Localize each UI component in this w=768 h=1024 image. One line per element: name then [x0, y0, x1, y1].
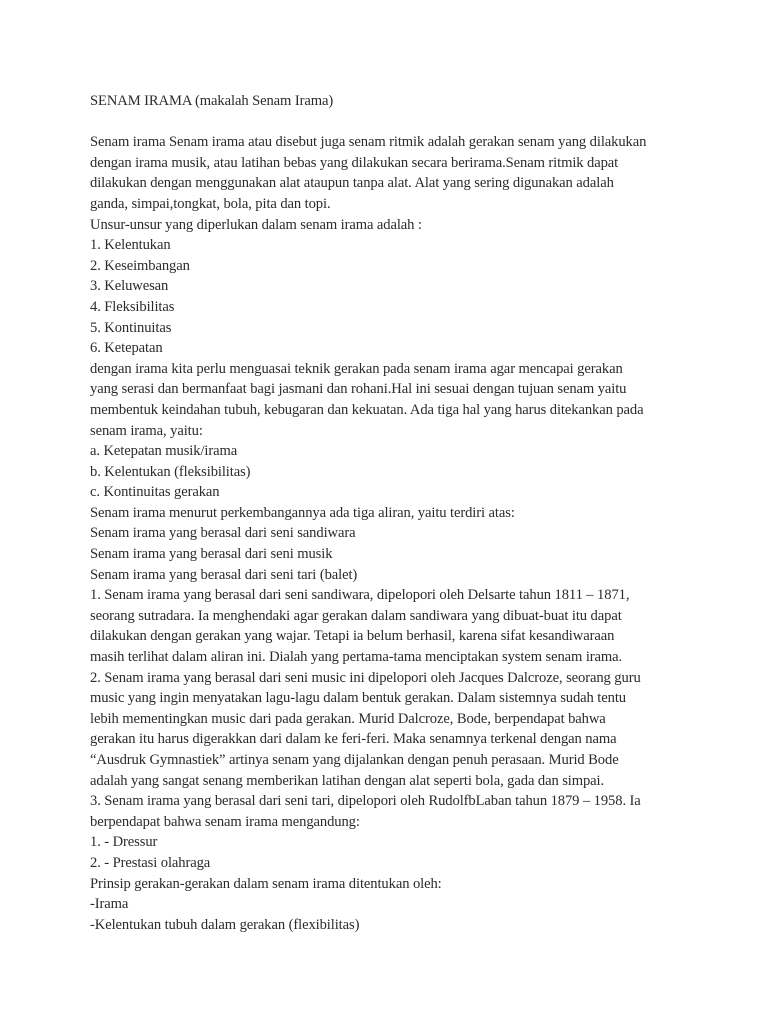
- text-line: ganda, simpai,tongkat, bola, pita dan topi.: [90, 195, 331, 212]
- text-line: adalah yang sangat senang memberikan latihan dengan alat seperti bola, gada dan simpai.: [90, 772, 605, 789]
- text-line: seorang sutradara. Ia menghendaki agar gerakan dalam sandiwara yang dibuat-buat itu dapat: [90, 607, 622, 624]
- list-item: -Kelentukan tubuh dalam gerakan (flexibilitas): [90, 916, 360, 933]
- text-line: 1. Senam irama yang berasal dari seni sandiwara, dipelopori oleh Delsarte tahun 1811 – 1871,: [90, 587, 630, 604]
- list-item: 3. Keluwesan: [90, 278, 169, 295]
- list-item: 2. Keseimbangan: [90, 257, 190, 274]
- list-item: 2. - Prestasi olahraga: [90, 854, 211, 871]
- list-item: 1. - Dressur: [90, 834, 158, 851]
- list-item: -Irama: [90, 896, 129, 913]
- list-item: Senam irama yang berasal dari seni tari (balet): [90, 566, 358, 583]
- list-item: 5. Kontinuitas: [90, 319, 172, 336]
- list-item: 6. Ketepatan: [90, 340, 163, 357]
- text-line: dengan irama musik, atau latihan bebas yang dilakukan secara berirama.Senam ritmik dapat: [90, 154, 619, 171]
- text-line: dilakukan dengan gerakan yang wajar. Tetapi ia belum berhasil, karena sifat kesandiwaraan: [90, 628, 615, 645]
- document-body: [90, 91, 690, 935]
- text-line: Senam irama menurut perkembangannya ada tiga aliran, yaitu terdiri atas:: [90, 504, 515, 521]
- text-line: Senam irama Senam irama atau disebut juga senam ritmik adalah gerakan senam yang dilakukan: [90, 134, 647, 151]
- text-line: 3. Senam irama yang berasal dari seni tari, dipelopori oleh RudolfbLaban tahun 1879 – 1958. Ia: [90, 793, 641, 810]
- list-item: c. Kontinuitas gerakan: [90, 484, 220, 501]
- text-line: lebih mementingkan music dari pada gerakan. Murid Dalcroze, Bode, berpendapat bahwa: [90, 710, 606, 727]
- list-item: a. Ketepatan musik/irama: [90, 443, 238, 460]
- text-line: senam irama, yaitu:: [90, 422, 203, 439]
- text-line: yang serasi dan bermanfaat bagi jasmani dan rohani.Hal ini sesuai dengan tujuan senam yaitu: [90, 381, 627, 398]
- text-line: dengan irama kita perlu menguasai teknik gerakan pada senam irama agar mencapai gerakan: [90, 360, 623, 377]
- text-line: “Ausdruk Gymnastiek” artinya senam yang dijalankan dengan penuh perasaan. Murid Bode: [90, 752, 619, 768]
- list-item: Senam irama yang berasal dari seni musik: [90, 546, 333, 563]
- list-item: Senam irama yang berasal dari seni sandiwara: [90, 525, 356, 542]
- text-line: Unsur-unsur yang diperlukan dalam senam irama adalah :: [90, 216, 422, 233]
- text-line: masih terlihat dalam aliran ini. Dialah yang pertama-tama menciptakan system senam irama.: [90, 649, 623, 666]
- text-line: gerakan itu harus digerakkan dari dalam ke feri-feri. Maka senamnya terkenal dengan nama: [90, 731, 617, 748]
- list-item: 4. Fleksibilitas: [90, 298, 175, 315]
- text-line: berpendapat bahwa senam irama mengandung:: [90, 813, 360, 830]
- list-item: 1. Kelentukan: [90, 237, 171, 254]
- text-line: membentuk keindahan tubuh, kebugaran dan kekuatan. Ada tiga hal yang harus ditekankan pada: [90, 401, 644, 418]
- text-line: dilakukan dengan menggunakan alat ataupun tanpa alat. Alat yang sering digunakan adalah: [90, 175, 614, 192]
- list-item: b. Kelentukan (fleksibilitas): [90, 463, 251, 480]
- text-line: 2. Senam irama yang berasal dari seni music ini dipelopori oleh Jacques Dalcroze, seorang guru: [90, 669, 641, 686]
- text-line: music yang ingin menyatakan lagu-lagu dalam bentuk gerakan. Dalam sistemnya sudah tentu: [90, 690, 626, 707]
- document-title: SENAM IRAMA (makalah Senam Irama): [90, 93, 334, 109]
- text-line: Prinsip gerakan-gerakan dalam senam irama ditentukan oleh:: [90, 875, 442, 892]
